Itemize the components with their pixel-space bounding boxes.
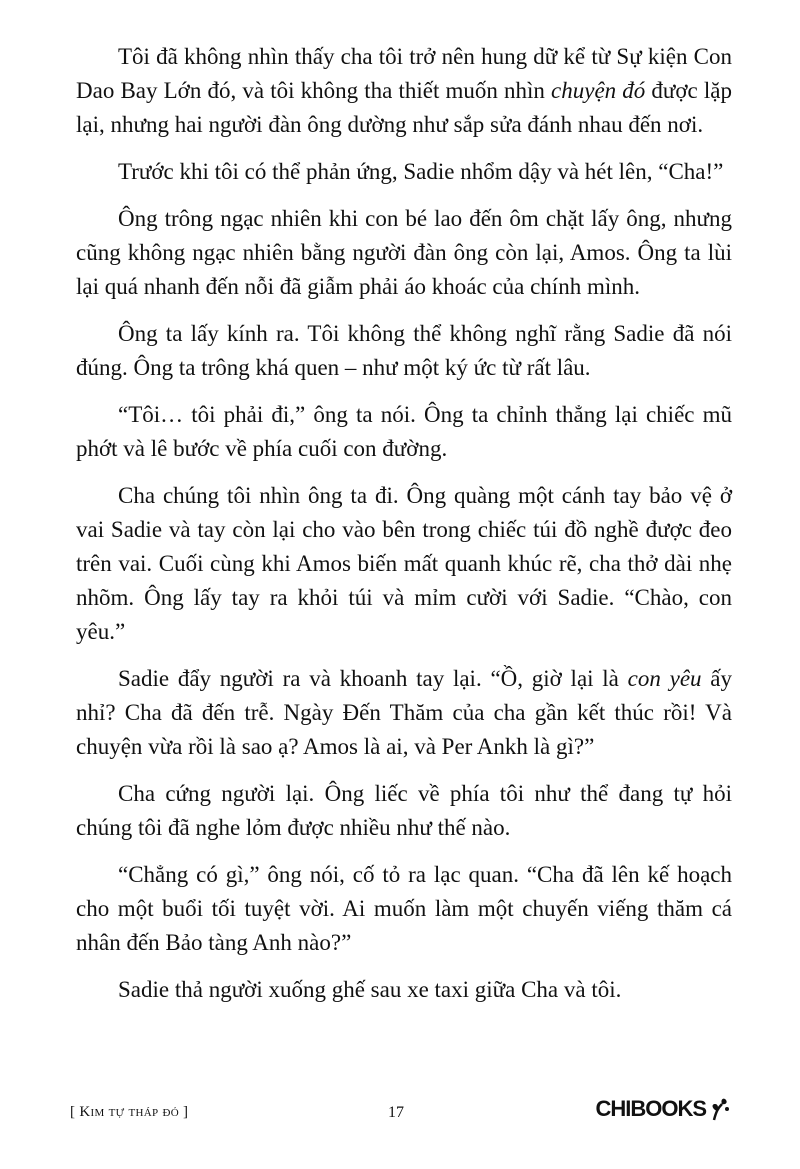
- page-footer: [70, 1096, 730, 1132]
- book-title: [ Kim tự tháp đỏ ]: [70, 1104, 189, 1120]
- paragraph-9: “Chẳng có gì,” ông nói, cố tỏ ra lạc quan. “Cha đã lên kế hoạch cho một buổi tối tuyệt vời. Ai muốn làm một chuyến viếng thăm cá nhân đến Bảo tàng Anh nào?”: [76, 862, 732, 955]
- paragraph-3: Ông trông ngạc nhiên khi con bé lao đến ôm chặt lấy ông, nhưng cũng không ngạc nhiên bằng người đàn ông còn lại, Amos. Ông ta lùi lại quá nhanh đến nỗi đã giẫm phải áo khoác của chính mình.: [76, 206, 732, 299]
- paragraph-6: Cha chúng tôi nhìn ông ta đi. Ông quàng một cánh tay bảo vệ ở vai Sadie và tay còn lại cho vào bên trong chiếc túi đồ nghề được đeo trên vai. Cuối cùng khi Amos biến mất quanh khúc rẽ, cha thở dài nhẹ nhõm. Ông lấy tay ra khỏi túi và mỉm cười với Sadie. “Chào, con yêu.”: [76, 483, 732, 644]
- publisher-name: CHIBOOKS: [595, 1096, 706, 1121]
- paragraph-8: Cha cứng người lại. Ông liếc về phía tôi như thể đang tự hỏi chúng tôi đã nghe lỏm được nhiều như thế nào.: [76, 781, 732, 840]
- paragraph-2: Trước khi tôi có thể phản ứng, Sadie nhổm dậy và hét lên, “Cha!”: [118, 159, 724, 184]
- emphasis: chuyện đó: [551, 78, 646, 103]
- body-text: [76, 40, 732, 1020]
- publisher-logo: [595, 1096, 730, 1122]
- paragraph-1: Tôi đã không nhìn thấy cha tôi trở nên hung dữ kể từ Sự kiện Con Dao Bay Lớn đó, và tôi không tha thiết muốn nhìn chuyện đó được lặp lại, nhưng hai người đàn ông dường như sắp sửa đánh nhau đến nơi.: [76, 44, 732, 137]
- paragraph-5: “Tôi… tôi phải đi,” ông ta nói. Ông ta chỉnh thẳng lại chiếc mũ phớt và lê bước về phía cuối con đường.: [76, 402, 732, 461]
- paragraph-10: Sadie thả người xuống ghế sau xe taxi giữa Cha và tôi.: [118, 977, 622, 1002]
- emphasis: con yêu: [627, 666, 702, 691]
- page-number: 17: [388, 1104, 404, 1121]
- paragraph-7: Sadie đẩy người ra và khoanh tay lại. “Ồ, giờ lại là con yêu ấy nhỉ? Cha đã đến trễ. Ngày Đến Thăm của cha gần kết thúc rồi! Và chuyện vừa rồi là sao ạ? Amos là ai, và Per Ankh là gì?”: [76, 666, 732, 759]
- paragraph-4: Ông ta lấy kính ra. Tôi không thể không nghĩ rằng Sadie đã nói đúng. Ông ta trông khá quen – như một ký ức từ rất lâu.: [76, 321, 732, 380]
- flower-icon: [708, 1096, 730, 1122]
